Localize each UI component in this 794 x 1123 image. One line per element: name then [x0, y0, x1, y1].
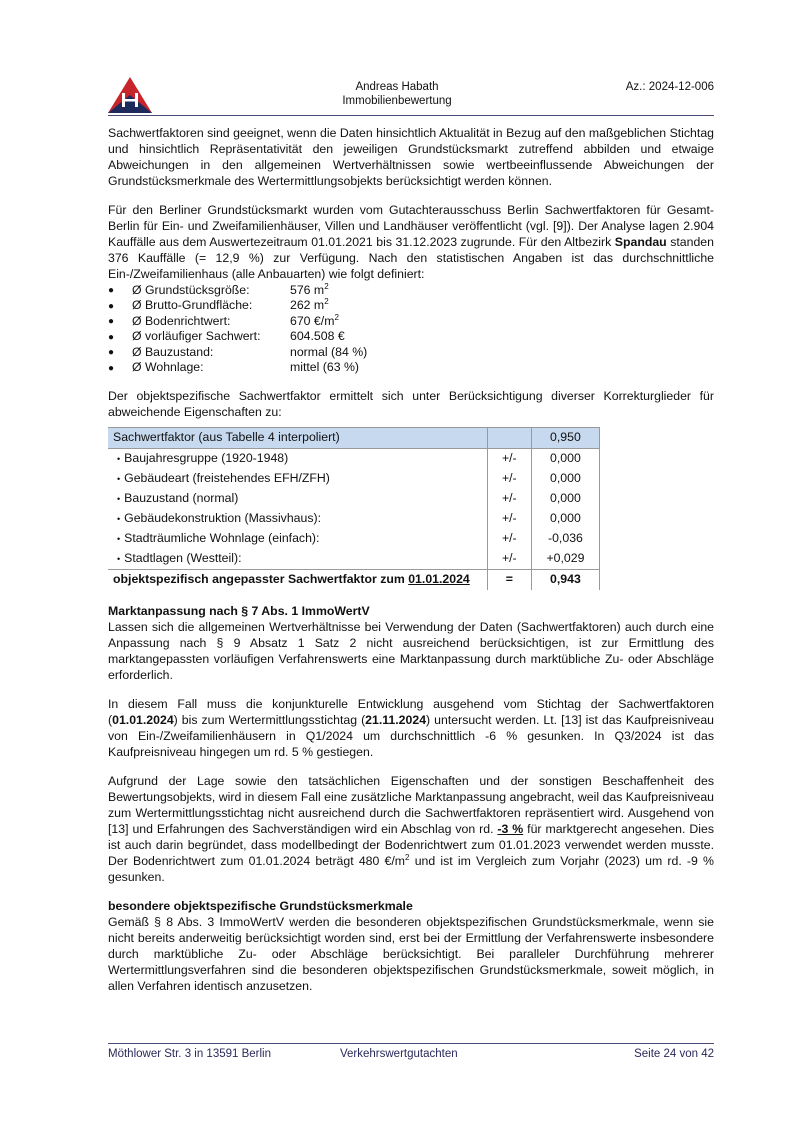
- paragraph-marktanpassung-3: [108, 774, 714, 886]
- bullet-icon: ●: [108, 347, 115, 359]
- footer-divider: [108, 1043, 714, 1044]
- row-label: Stadträumliche Wohnlage (einfach):: [124, 530, 320, 545]
- table-row: [108, 549, 600, 570]
- row-label: Baujahresgruppe (1920-1948): [124, 450, 289, 465]
- table-cell-value: 0,000: [531, 469, 599, 489]
- text-fragment: standen 376 Kauffälle (= 12,9 %) zur Verfügung. Nach den statistischen Angaben ist das durchschnittliche Ein-/Zweifamilienhaus (alle Anbauarten) wie folgt definiert:: [108, 234, 714, 281]
- list-item: [108, 298, 714, 314]
- table-total-op: =: [487, 569, 531, 590]
- table-cell-label: [108, 469, 487, 489]
- stat-label: Ø vorläufiger Sachwert:: [132, 329, 261, 344]
- table-cell-op: +/-: [487, 509, 531, 529]
- text-fragment: In diesem Fall muss die konjunkturelle Entwicklung ausgehend vom Stichtag der Sachwertfaktoren (: [108, 696, 714, 727]
- row-label: Gebäudekonstruktion (Massivhaus):: [124, 510, 322, 525]
- text-fragment: ) untersucht werden. Lt. [13] ist das Kaufpreisniveau von Ein-/Zweifamilienhäusern in Q1/2024 um durchschnittlich -6 % gesunken. In Q3/2024 ist das Kaufpreisniveau hingegen um rd. 5 % gestiegen.: [108, 712, 715, 759]
- stats-list: [108, 283, 714, 376]
- table-cell-label: [108, 509, 487, 529]
- stat-value-text: 576 m: [290, 282, 325, 297]
- bold-date: 21.11.2024: [365, 712, 427, 727]
- total-label-text: objektspezifisch angepasster Sachwertfaktor zum: [113, 571, 409, 586]
- bullet-icon: ●: [108, 300, 115, 312]
- table-cell-value: 0,000: [531, 489, 599, 509]
- footer-doc-type: Verkehrswertgutachten: [340, 1048, 458, 1060]
- stat-label: Ø Grundstücksgröße:: [132, 282, 250, 297]
- table-cell-value: 0,000: [531, 509, 599, 529]
- stat-value: [290, 298, 329, 314]
- table-cell-label: [108, 529, 487, 549]
- table-header-label: Sachwertfaktor (aus Tabelle 4 interpoliert): [108, 427, 487, 448]
- table-header-op: [487, 427, 531, 448]
- footer-address: Möthlower Str. 3 in 13591 Berlin: [108, 1048, 272, 1060]
- bullet-icon: ●: [108, 285, 115, 297]
- stat-value: 604.508 €: [290, 329, 345, 344]
- section-title-merkmale: besondere objektspezifische Grundstücksmerkmale: [108, 898, 413, 913]
- stat-label: Ø Wohnlage:: [132, 360, 204, 375]
- table-cell-value: 0,000: [531, 448, 599, 469]
- stat-value-text: 262 m: [290, 298, 325, 313]
- stat-value: normal (84 %): [290, 344, 368, 359]
- paragraph-intro: Sachwertfaktoren sind geeignet, wenn die Daten hinsichtlich Aktualität in Bezug auf den maßgeblichen Stichtag und hinsichtlich Repräsentativität den jeweiligen Grundstücksmarkt zutreffend abbilden und etwaige Abweichungen in den allgemeinen Wertverhältnissen sowie wertbeeinflussende Abweichungen der Grundstücksmerkmale des Wertermittlungsobjekts berücksichtigt werden können.: [108, 126, 714, 188]
- main-content: [108, 126, 714, 1007]
- stat-value: [290, 283, 329, 299]
- header-divider: [108, 115, 714, 116]
- stat-label: Ø Bodenrichtwert:: [132, 313, 231, 328]
- row-label: Bauzustand (normal): [124, 490, 239, 505]
- table-total-label: [108, 569, 487, 590]
- table-cell-op: +/-: [487, 448, 531, 469]
- paragraph-marktanpassung-2: [108, 697, 714, 761]
- table-cell-value: +0,029: [531, 549, 599, 570]
- stat-sup: 2: [324, 297, 329, 307]
- section-title-marktanpassung: Marktanpassung nach § 7 Abs. 1 ImmoWertV: [108, 603, 370, 618]
- list-item: [108, 360, 714, 376]
- table-total-row: [108, 569, 600, 590]
- bullet-icon: •: [117, 513, 121, 524]
- bullet-icon: ●: [108, 331, 115, 343]
- table-cell-label: [108, 549, 487, 570]
- table-row: [108, 529, 600, 549]
- text-fragment: ) bis zum Wertermittlungsstichtag (: [173, 712, 366, 727]
- superscript: 2: [405, 852, 410, 862]
- bullet-icon: •: [117, 473, 121, 484]
- table-cell-label: [108, 489, 487, 509]
- stat-label: Ø Bauzustand:: [132, 344, 214, 359]
- table-cell-label: [108, 448, 487, 469]
- header-name: Andreas Habath: [355, 81, 439, 93]
- header-subtitle: Immobilienbewertung: [342, 95, 452, 108]
- bullet-icon: ●: [108, 316, 115, 328]
- paragraph-market: [108, 203, 714, 283]
- bold-district: Spandau: [614, 234, 667, 249]
- table-total-value: 0,943: [531, 569, 599, 590]
- stat-value-text: 670 €/m: [290, 313, 335, 328]
- text-fragment: Aufgrund der Lage sowie den tatsächlichen Eigenschaften und der sonstigen Beschaffenheit des Bewertungsobjekts, wird in diesem Fall eine zusätzliche Marktanpassung angebracht, weil das Kaufpreisniveau zum Wertermittlungsstichtag nicht ausreichend durch die Sachwertfaktoren repräsentiert wird. Ausgehend von [13] und Erfahrungen des Sachverständigen wird ein Abschlag von rd.: [108, 773, 714, 836]
- list-item: [108, 283, 714, 299]
- stat-label: Ø Brutto-Grundfläche:: [132, 298, 253, 313]
- list-item: [108, 314, 714, 330]
- table-cell-op: +/-: [487, 489, 531, 509]
- table-cell-op: +/-: [487, 529, 531, 549]
- bullet-icon: •: [117, 553, 121, 564]
- bold-discount: -3 %: [497, 821, 524, 836]
- paragraph-factor-intro: Der objektspezifische Sachwertfaktor ermittelt sich unter Berücksichtigung diverser Korrekturglieder für abweichende Eigenschaften zu:: [108, 388, 714, 419]
- footer-page-number: Seite 24 von 42: [634, 1048, 714, 1060]
- bullet-icon: ●: [108, 362, 115, 374]
- text-fragment: und ist im Vergleich zum Vorjahr (2023) um rd. -9 % gesunken.: [108, 853, 714, 884]
- header-reference: Az.: 2024-12-006: [625, 81, 714, 93]
- table-cell-op: +/-: [487, 469, 531, 489]
- bullet-icon: •: [117, 493, 121, 504]
- text-fragment: für marktgerecht angesehen. Dies ist auch darin begründet, dass modellbedingt der Bodenrichtwert zum 01.01.2023 verwendet werden musste. Der Bodenrichtwert zum 01.01.2024 beträgt 480 €/m: [108, 821, 714, 868]
- table-cell-op: +/-: [487, 549, 531, 570]
- row-label: Gebäudeart (freistehendes EFH/ZFH): [124, 470, 330, 485]
- table-header-value: 0,950: [531, 427, 599, 448]
- list-item: [108, 345, 714, 361]
- table-row: [108, 448, 600, 469]
- row-label: Stadtlagen (Westteil):: [124, 550, 242, 565]
- list-item: [108, 329, 714, 345]
- bullet-icon: •: [117, 533, 121, 544]
- paragraph-marktanpassung-1: Lassen sich die allgemeinen Wertverhältnisse bei Verwendung der Daten (Sachwertfaktoren) auch durch eine Anpassung nach § 9 Absatz 1 Satz 2 nicht ausreichend berücksichtigen, ist zur Ermittlung des marktangepassten vorläufigen Verfahrenswerts eine Marktanpassung durch marktübliche Zu- oder Abschläge erforderlich.: [108, 619, 714, 682]
- paragraph-merkmale: Gemäß § 8 Abs. 3 ImmoWertV werden die besonderen objektspezifischen Grundstücksmerkmale, wenn sie nicht bereits anderweitig berücksichtigt worden sind, erst bei der Ermittlung der Verfahrenswerte insbesondere durch marktübliche Zu- oder Abschläge berücksichtigt. Bei paralleler Durchführung mehrerer Wertermittlungsverfahren sind die besonderen objektspezifischen Grundstücksmerkmale, soweit möglich, in allen Verfahren identisch anzusetzen.: [108, 914, 714, 993]
- bullet-icon: •: [117, 453, 121, 464]
- text-fragment: Für den Berliner Grundstücksmarkt wurden vom Gutachterausschuss Berlin Sachwertfaktoren für Gesamt-Berlin für Ein- und Zweifamilienhäuser, Villen und Landhäuser veröffentlicht (vgl. [9]). Der Analyse lagen 2.904 Kauffälle aus dem Auswertezeitraum 01.01.2021 bis 31.12.2023 zugrunde. Für den Altbezirk: [108, 202, 714, 249]
- stat-sup: 2: [334, 312, 339, 322]
- bold-date: 01.01.2024: [112, 712, 174, 727]
- table-row: [108, 509, 600, 529]
- table-row: [108, 489, 600, 509]
- table-row: [108, 469, 600, 489]
- table-cell-value: -0,036: [531, 529, 599, 549]
- stat-value: [290, 314, 339, 330]
- total-date: 01.01.2024: [408, 571, 470, 586]
- stat-value: mittel (63 %): [290, 360, 360, 375]
- table-header-row: [108, 427, 600, 448]
- sachwertfaktor-table: [108, 427, 600, 590]
- stat-sup: 2: [324, 281, 329, 291]
